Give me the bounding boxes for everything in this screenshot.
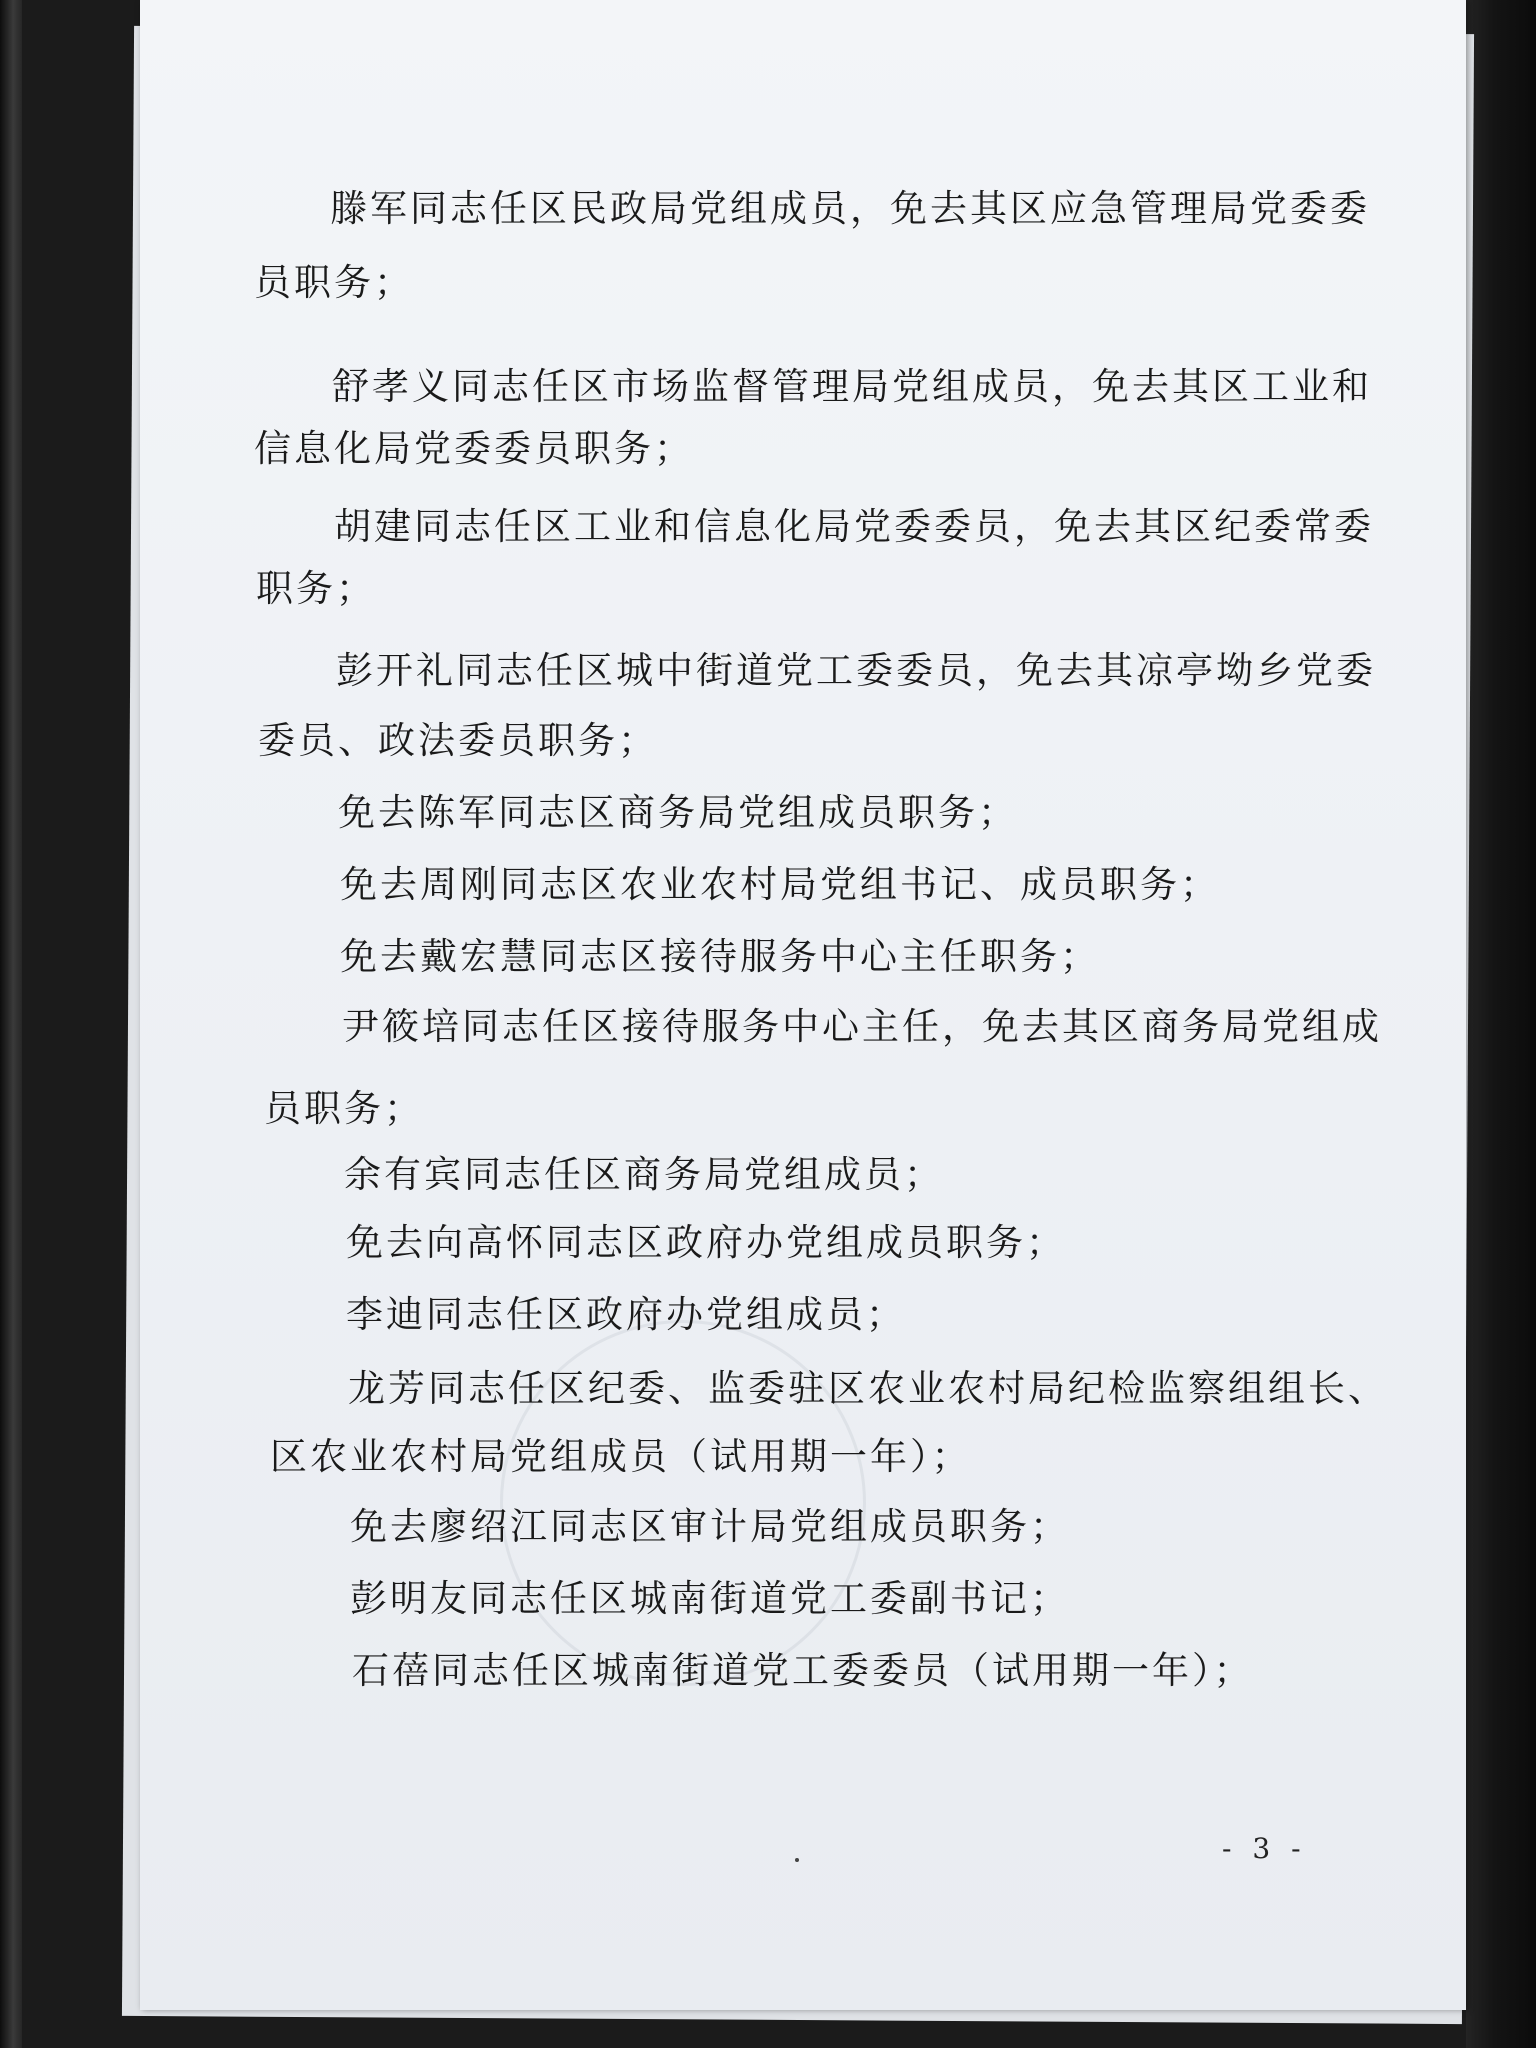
photo-background-left <box>0 0 22 2048</box>
paragraph-line: 免去廖绍江同志区审计局党组成员职务； <box>350 1505 1070 1548</box>
page-number: - 3 - <box>1222 1832 1307 1865</box>
document-body <box>140 0 1466 2010</box>
paper-speck <box>795 1858 799 1862</box>
paragraph-line: 尹筱培同志任区接待服务中心主任，免去其区商务局党组成 <box>342 1005 1382 1048</box>
paragraph-line: 彭明友同志任区城南街道党工委副书记； <box>350 1577 1070 1620</box>
paragraph-line: 龙芳同志任区纪委、监委驻区农业农村局纪检监察组组长、 <box>348 1367 1388 1410</box>
paragraph-line: 李迪同志任区政府办党组成员； <box>346 1293 906 1336</box>
paragraph-line: 余有宾同志任区商务局党组成员； <box>344 1153 944 1196</box>
paragraph-line: 石蓓同志任区城南街道党工委委员（试用期一年）； <box>352 1649 1254 1692</box>
paragraph-line: 胡建同志任区工业和信息化局党委委员，免去其区纪委常委 <box>334 505 1374 548</box>
paragraph-line: 免去周刚同志区农业农村局党组书记、成员职务； <box>340 863 1220 906</box>
paragraph-line: 委员、政法委员职务； <box>258 719 658 762</box>
paragraph-line: 免去陈军同志区商务局党组成员职务； <box>338 791 1018 834</box>
paragraph-line: 员职务； <box>264 1087 424 1130</box>
paragraph-line: 免去戴宏慧同志区接待服务中心主任职务； <box>340 935 1100 978</box>
paragraph-line: 免去向高怀同志区政府办党组成员职务； <box>346 1221 1066 1264</box>
paragraph-line: 彭开礼同志任区城中街道党工委委员，免去其凉亭坳乡党委 <box>336 649 1376 692</box>
paragraph-line: 信息化局党委委员职务； <box>254 427 694 470</box>
paragraph-line: 滕军同志任区民政局党组成员，免去其区应急管理局党委委 <box>330 187 1370 230</box>
photo-background-right <box>1466 0 1536 2048</box>
paragraph-line: 职务； <box>256 567 376 610</box>
document-page <box>140 0 1466 2010</box>
paragraph-line: 舒孝义同志任区市场监督管理局党组成员，免去其区工业和 <box>332 365 1372 408</box>
paragraph-line: 员职务； <box>254 261 414 304</box>
paragraph-line: 区农业农村局党组成员（试用期一年）； <box>270 1435 972 1478</box>
